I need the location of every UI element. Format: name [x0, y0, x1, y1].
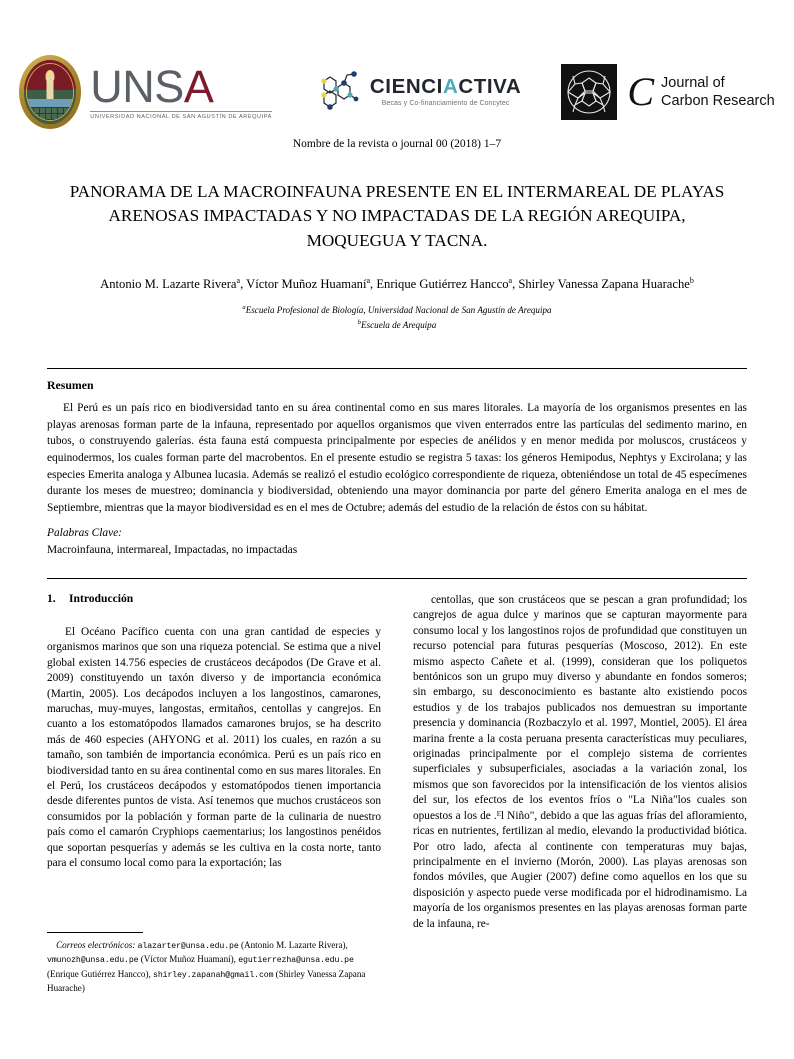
- abstract-bottom-divider: [47, 578, 747, 579]
- footnote-person: (Antonio M. Lazarte Rivera),: [240, 940, 348, 950]
- footnote-email[interactable]: shirley.zapanah@gmail.com: [153, 970, 274, 980]
- journal-carbon-line-1: Journal of: [661, 74, 725, 91]
- affiliation-mark: a: [242, 304, 246, 311]
- footnote-person: (Enrique Gutiérrez Hancco),: [47, 968, 151, 979]
- page-title: PANORAMA DE LA MACROINFAUNA PRESENTE EN EL INTERMAREAL DE PLAYAS ARENOSAS IMPACTADAS Y NO IMPACTADAS DE LA REGIÓN AREQUIPA, MOQUEGUA Y TACNA.: [69, 182, 725, 250]
- affiliation-text: Escuela de Arequipa: [361, 319, 437, 330]
- body-paragraph: El Océano Pacífico cuenta con una gran cantidad de especies y organismos marinos que son una riqueza potencial. Se estima que a nivel global existen 14.756 especies de crustáceos decápodos (De Grave et al. 2009) constituyendo un taxón diverso y de importancia económica (Martin, 2005). Los decápodos incluyen a los langostinos, camarones, maruchas, muy-muyes, langostas, ermitaños, centollas y cangrejos. En cuanto a los estomatópodos llamados camarones brujos, se ha descrito más de 460 especies (AHYONG et al. 2011) los cuales, en razón a su tamaño, son también de importancia económica. Perú es un país rico en biodiversidad tanto en su área continental como en sus mares litorales. En el Perú, los crustáceos decápodos y estomatópodos tienen importancia desde diferentes puntos de vista. Así tenemos que muchos crustáceos son consumidos por la población y forman parte de la culinaria de nuestro país como el camarón Cryphiops caementarius; los langostinos penéidos que soportan pesquerías y además se les cultiva en la costa norte, tanto para el consumo local como para la exportación; las: [47, 626, 381, 870]
- footnote-email[interactable]: vmunozh@unsa.edu.pe: [47, 956, 139, 966]
- author-affiliation-mark: a: [508, 276, 513, 285]
- unsa-logo: [19, 55, 272, 129]
- cienciactiva-wordmark: [369, 74, 522, 98]
- affiliation-item: [47, 303, 747, 318]
- footnote-divider: [47, 932, 143, 933]
- author-affiliation-mark: a: [366, 276, 371, 285]
- author-affiliation-mark: a: [236, 276, 241, 285]
- abstract-top-divider: [47, 368, 747, 369]
- footnote-person: (Víctor Muñoz Huamaní),: [140, 954, 236, 965]
- unsa-letter-n: N: [122, 61, 155, 112]
- journal-c-initial: C: [627, 69, 655, 114]
- cienciactiva-part-3: CTIVA: [458, 74, 522, 98]
- affiliation-item: [47, 318, 747, 333]
- footnote-label: Correos electrónicos:: [56, 940, 136, 950]
- cienciactiva-logo: [314, 69, 521, 115]
- publisher-logo-band: [0, 52, 794, 132]
- author-name: Shirley Vanessa Zapana Huarache: [518, 277, 690, 292]
- author-list: Antonio M. Lazarte Rivera$^a$, Víctor Muñoz Huamaní$^a$, Enrique Gutiérrez Hancco$^a$, Shirley Vanessa Zapana Huarache$^b$: [100, 276, 694, 292]
- cienciactiva-part-2: A: [442, 74, 459, 98]
- section-title: Introducción: [69, 592, 134, 605]
- unsa-logo-subtitle: UNIVERSIDAD NACIONAL DE SAN AGUSTÍN DE AREQUIPA: [90, 111, 272, 120]
- affiliation-list: [47, 303, 747, 332]
- footnote-person: (Shirley Vanessa Zapana Huarache): [47, 968, 366, 993]
- journal-carbon-line-2: Carbon Research: [661, 93, 775, 109]
- unsa-wordmark: [90, 61, 272, 112]
- author-name: Víctor Muñoz Huamaní: [246, 277, 367, 292]
- body-column-left: [47, 625, 381, 872]
- unsa-crest-icon: [19, 55, 81, 129]
- affiliation-mark: b: [357, 318, 362, 326]
- unsa-letter-s: S: [154, 61, 184, 112]
- molecule-hexagon-icon: [314, 69, 362, 115]
- keywords-label: Palabras Clave:: [47, 527, 122, 539]
- abstract-heading: Resumen: [47, 378, 94, 392]
- body-column-right: [413, 593, 747, 932]
- unsa-letter-a: A: [183, 61, 214, 112]
- affiliation-text: Escuela Profesional de Biología, Universidad Nacional de San Agustín de Arequipa: [245, 305, 552, 316]
- cienciactiva-logo-subtitle: Becas y Co-financiamiento de Concytec: [381, 100, 510, 108]
- journal-of-carbon-research-logo: [561, 64, 774, 120]
- journal-carbon-wordmark: [661, 74, 775, 110]
- section-heading-introduccion: [47, 592, 133, 605]
- author-affiliation-mark: b: [689, 276, 694, 285]
- journal-reference-line: Nombre de la revista o journal 00 (2018) 1–7: [292, 138, 502, 150]
- fullerene-icon: [561, 64, 617, 120]
- footnote-email[interactable]: egutierrezha@unsa.edu.pe: [238, 956, 354, 966]
- keywords-text: Macroinfauna, intermareal, Impactadas, no impactadas: [47, 544, 298, 556]
- footnote-block: [47, 932, 381, 996]
- unsa-letter-u: U: [90, 61, 123, 112]
- section-number: 1.: [47, 592, 56, 605]
- body-paragraph: centollas, que son crustáceos que se pescan a gran profundidad; los cangrejos de agua dulce y marinos que se capturan mayormente para consumo local y los langostinos rojos de profundidad que constituyen un recurso potencial para futuras pesquerías (Moscoso, 2012). En este mismo aspecto Cañete et al. (1999), consideran que los poliquetos bentónicos son un grupo muy diverso y abundante en fondos someros; sin embargo, su desconocimiento es bastante alto existiendo pocos estudios y de los trabajos publicados nos demuestran su importante presencia y dominancia (Rozbaczylo et al. 1997, Montiel, 2005). El área marina frente a la costa peruana presenta características muy peculiares, originadas principalmente por el complejo sistema de corrientes superficiales y subsuperficiales, asociadas a la variación zonal, los mismos que son favorecidos por la intensificación de los vientos alisios del sur, los efectos de los eventos fríos o "La Niña"los cuales son opuestos a los de .ᴱl Niño", debido a que las aguas frías del afloramiento, ricas en nutrientes, fertilizan al medio, elevando la productividad biótica. Por otro lado, afecta al continente con temperaturas muy bajas, principalmente en el invierno (Morón, 2000). Las playas arenosas son fondos móviles, que Augier (2007) define como aquellos en los que su disposición y aspecto puede verse modificada por el hidrodinamismo. La mayoría de los organismos presentes en las playas arenosas forman parte de la infauna, re-: [413, 594, 747, 930]
- cienciactiva-part-1: CIENCI: [369, 74, 443, 98]
- abstract-text: El Perú es un país rico en biodiversidad tanto en su área continental como en sus mares litorales. La mayoría de los organismos presentes en las playas arenosas forman parte de la infauna, representado por aquellos organismos que viven enterrados entre las partículas del sedimento marino, en tubos, o construyendo galerías. ésta fauna está compuesta principalmente por especies de anélidos y en menor medida por moluscos, crustáceos y equinodermos, los cuales forman parte del macrobentos. En el presente estudio se registra 5 taxas: los géneros Hemipodus, Nephtys y Excirolana; y las especies Emerita analoga y Albunea lucasia. Además se realizó el estudio ecológico correspondiente de riqueza, obteniéndose un total de 45 especímenes durante los meses de muestreo; dominancia y biodiversidad, obteniendo una mayor dominancia por parte del género Emerita analoga en el mes de Septiembre, mientras que la mayor biodiversidad es en el mes de Octubre; además del estudio de la relación de éstos con su hábitat.: [47, 402, 747, 514]
- author-name: Antonio M. Lazarte Rivera: [100, 277, 237, 292]
- footnote-email[interactable]: alazarter@unsa.edu.pe: [137, 942, 239, 951]
- author-name: Enrique Gutiérrez Hancco: [376, 277, 509, 292]
- footnote-text: [47, 939, 381, 996]
